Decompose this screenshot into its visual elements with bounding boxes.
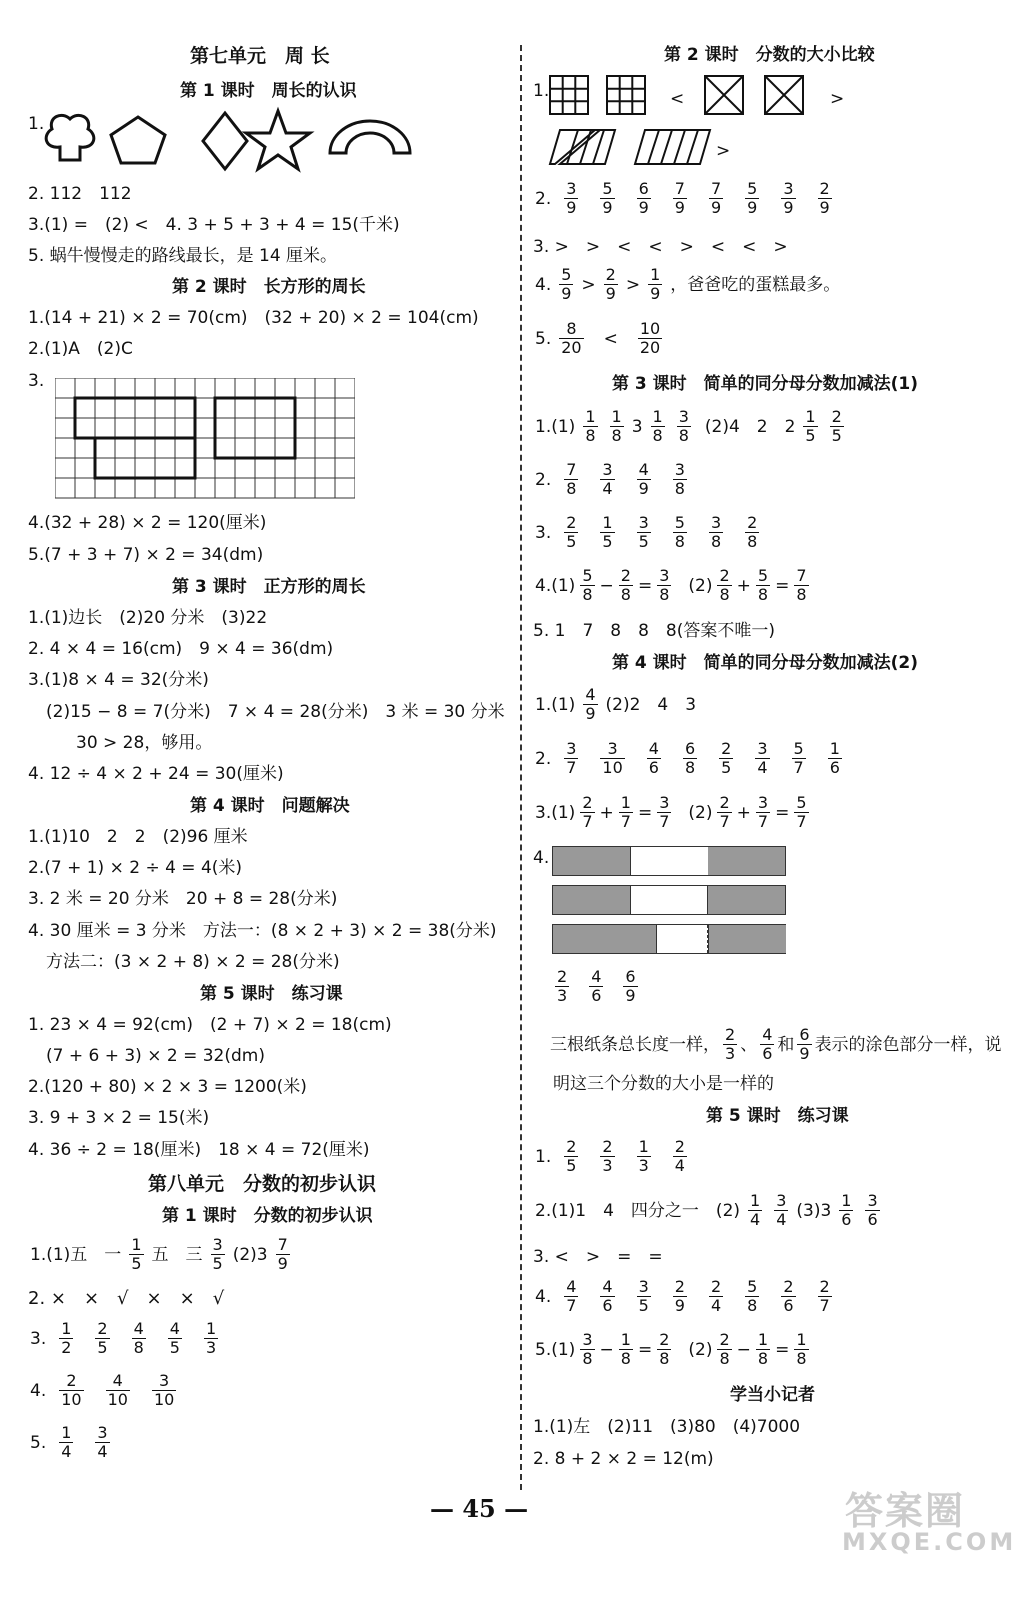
fraction: $\frac{4}{10}$ (107, 1371, 128, 1409)
fraction: $\frac{3}{8}$ (659, 566, 670, 604)
fraction: $\frac{1}{8}$ (620, 1330, 631, 1368)
fraction: $\frac{5}{8}$ (582, 566, 593, 604)
u7-l1-q3: 3.(1) = (2) < 4. 3 + 5 + 3 + 4 = 15(千米) (28, 215, 400, 235)
u7-l2-q5: 5.(7 + 3 + 7) × 2 = 34(dm) (28, 545, 264, 565)
fraction: $\frac{2}{4}$ (710, 1277, 722, 1315)
fraction: $\frac{1}{7}$ (620, 793, 631, 831)
u8-l5-q4: 4. $\frac{4}{7}$ $\frac{4}{6}$ $\frac{3}{5}$ $\frac{2}{9}$ $\frac{2}{4}$ $\frac{5}{8}$ $\frac{2}{6}$ $\frac{2}{7}$ (535, 1277, 830, 1315)
u8-l1-q4: 4. $\frac{2}{10}$ $\frac{4}{10}$ $\frac{3}{10}$ (30, 1371, 175, 1409)
fraction: $\frac{1}{8}$ (757, 1330, 769, 1368)
u7-l4-title: 第 4 课时 问题解决 (190, 796, 350, 816)
u7-l4-q4b: 方法二：(3 × 2 + 8) × 2 = 28(分米) (46, 952, 340, 972)
fraction: $\frac{3}{7}$ (659, 793, 670, 831)
fraction: $\frac{2}{8}$ (659, 1330, 670, 1368)
fraction: $\frac{2}{3}$ (557, 967, 568, 1005)
u8-l4-q2: 2. $\frac{3}{7}$ $\frac{3}{10}$ $\frac{4}{6}$ $\frac{6}{8}$ $\frac{2}{5}$ $\frac{3}{4}$ $\frac{5}{7}$ $\frac{1}{6}$ (535, 739, 840, 777)
fraction: $\frac{2}{5}$ (566, 513, 577, 551)
fraction: $\frac{6}{8}$ (684, 739, 696, 777)
u8-l4-q4-explain-2: 明这三个分数的大小是一样的 (553, 1074, 774, 1094)
fraction: $\frac{2}{7}$ (819, 1277, 830, 1315)
u8-l5-title: 第 5 课时 练习课 (706, 1106, 849, 1126)
fraction: $\frac{7}{8}$ (566, 460, 577, 498)
fraction: $\frac{1}{6}$ (829, 739, 840, 777)
u7-l3-q4: 4. 12 ÷ 4 × 2 + 24 = 30(厘米) (28, 764, 284, 784)
fraction: $\frac{3}{5}$ (638, 513, 649, 551)
tree-icon (46, 115, 94, 160)
fraction: $\frac{2}{7}$ (582, 793, 593, 831)
fraction: $\frac{2}{5}$ (721, 739, 732, 777)
fraction: $\frac{5}{9}$ (747, 179, 758, 217)
fraction: $\frac{3}{9}$ (783, 179, 794, 217)
page-number: — 45 — (430, 1494, 529, 1523)
u7-l1-q5: 5. 蜗牛慢慢走的路线最长，是 14 厘米。 (28, 246, 338, 266)
paper-strip-sixths (552, 885, 786, 915)
u7-l4-q4a: 4. 30 厘米 = 3 分米 方法一：(8 × 2 + 3) × 2 = 38(分米) (28, 921, 497, 941)
fraction: $\frac{1}{3}$ (205, 1319, 217, 1357)
fraction: $\frac{5}{8}$ (747, 1277, 758, 1315)
fraction: $\frac{5}{8}$ (757, 566, 769, 604)
u8-l2-q5: 5. $\frac{8}{20}$ < $\frac{10}{20}$ (535, 319, 661, 357)
fraction: $\frac{2}{9}$ (819, 179, 830, 217)
fraction: $\frac{4}{6}$ (602, 1277, 613, 1315)
fraction: $\frac{2}{4}$ (674, 1137, 685, 1175)
u7-l2-q3-num: 3. (28, 371, 45, 391)
reporter-q2: 2. 8 + 2 × 2 = 12(m) (533, 1449, 714, 1469)
u8-l1-q3: 3. $\frac{1}{2}$ $\frac{2}{5}$ $\frac{4}{8}$ $\frac{4}{5}$ $\frac{1}{3}$ (30, 1319, 217, 1357)
u8-l3-q1: 1.(1) $\frac{1}{8}$ $\frac{1}{8}$ 3 $\frac{1}{8}$ $\frac{3}{8}$ (2)4 2 2 $\frac{1}{5}$ $\frac{2}{5}$ (535, 407, 842, 445)
u8-l4-q4-explain: 三根纸条总长度一样， $\frac{2}{3}$ 、 $\frac{4}{6}$ 和 $\frac{6}{9}$ 表示的涂色部分一样，说 (550, 1025, 1002, 1063)
fraction: $\frac{3}{7}$ (757, 793, 769, 831)
fraction: $\frac{1}{8}$ (796, 1330, 807, 1368)
rectangle-grid (55, 378, 355, 500)
star-icon (246, 111, 310, 169)
fraction: $\frac{3}{8}$ (710, 513, 722, 551)
column-divider (520, 45, 522, 1490)
fraction: $\frac{3}{9}$ (566, 179, 577, 217)
u7-l5-q3: 3. 9 + 3 × 2 = 15(米) (28, 1108, 210, 1128)
fraction: $\frac{2}{3}$ (602, 1137, 613, 1175)
fraction: $\frac{7}{8}$ (796, 566, 807, 604)
u7-l3-q3c: 30 > 28，够用。 (76, 733, 213, 753)
u7-l5-q1a: 1. 23 × 4 = 92(cm) (2 + 7) × 2 = 18(cm) (28, 1015, 392, 1035)
u8-l2-q1-sign3: > (716, 141, 731, 161)
u8-l4-q1: 1.(1) $\frac{4}{9}$ (2)2 4 3 (535, 685, 697, 723)
fraction: $\frac{6}{9}$ (638, 179, 649, 217)
fraction: $\frac{5}{7}$ (796, 793, 807, 831)
u7-l5-title: 第 5 课时 练习课 (200, 984, 343, 1004)
fraction: $\frac{3}{4}$ (97, 1423, 108, 1461)
u7-l1-title: 第 1 课时 周长的认识 (180, 81, 357, 101)
fraction: $\frac{7}{9}$ (674, 179, 685, 217)
u7-l3-q1: 1.(1)边长 (2)20 分米 (3)22 (28, 608, 268, 628)
fraction: $\frac{4}{7}$ (566, 1277, 577, 1315)
u8-l4-q4-num: 4. (533, 848, 550, 868)
u7-l2-title: 第 2 课时 长方形的周长 (172, 277, 366, 297)
fraction: $\frac{2}{6}$ (783, 1277, 794, 1315)
u7-l3-q3a: 3.(1)8 × 4 = 32(分米) (28, 670, 209, 690)
u7-l2-q4: 4.(32 + 28) × 2 = 120(厘米) (28, 513, 267, 533)
fraction: $\frac{2}{10}$ (61, 1371, 82, 1409)
fraction: $\frac{5}{7}$ (793, 739, 804, 777)
fraction: $\frac{4}{6}$ (591, 967, 602, 1005)
pentagon-icon (111, 117, 165, 163)
u7-l1-q1-num: 1. (28, 114, 45, 134)
u8-l5-q1: 1. $\frac{2}{5}$ $\frac{2}{3}$ $\frac{1}{3}$ $\frac{2}{4}$ (535, 1137, 685, 1175)
u8-l3-title: 第 3 课时 简单的同分母分数加减法(1) (612, 374, 919, 394)
u8-l4-q3: 3.(1) $\frac{2}{7}$ + $\frac{1}{7}$ = $\frac{3}{7}$ (2) $\frac{2}{7}$ + $\frac{3}{7}$ = $\frac{5}{7}$ (535, 793, 807, 831)
u8-l1-title: 第 1 课时 分数的初步认识 (162, 1206, 373, 1226)
u7-l3-title: 第 3 课时 正方形的周长 (172, 577, 366, 597)
unit8-title: 第八单元 分数的初步认识 (148, 1173, 377, 1195)
fraction: $\frac{4}{8}$ (133, 1319, 144, 1357)
arch-icon (330, 121, 410, 153)
u7-l5-q1b: (7 + 6 + 3) × 2 = 32(dm) (46, 1046, 265, 1066)
fraction: $\frac{2}{8}$ (719, 566, 730, 604)
fraction: $\frac{1}{2}$ (61, 1319, 72, 1357)
u7-l2-q2: 2.(1)A (2)C (28, 339, 133, 359)
fraction: $\frac{4}{5}$ (169, 1319, 180, 1357)
u7-l2-q1: 1.(14 + 21) × 2 = 70(cm) (32 + 20) × 2 = 104(cm) (28, 308, 479, 328)
paper-strip-thirds (552, 846, 786, 876)
u8-l2-q1-num: 1. (533, 81, 550, 101)
fraction: $\frac{2}{8}$ (620, 566, 631, 604)
u8-l2-q3: 3. > > < < > < < > (533, 237, 788, 257)
u8-l3-q2: 2. $\frac{7}{8}$ $\frac{3}{4}$ $\frac{4}{9}$ $\frac{3}{8}$ (535, 460, 685, 498)
fraction: $\frac{1}{3}$ (638, 1137, 649, 1175)
fraction: $\frac{3}{10}$ (602, 739, 623, 777)
u7-l5-q4: 4. 36 ÷ 2 = 18(厘米) 18 × 4 = 72(厘米) (28, 1140, 370, 1160)
fraction: $\frac{7}{9}$ (710, 179, 722, 217)
fraction: $\frac{2}{8}$ (719, 1330, 730, 1368)
fraction: $\frac{4}{9}$ (638, 460, 649, 498)
fraction: $\frac{5}{9}$ (602, 179, 613, 217)
fraction: $\frac{1}{4}$ (61, 1423, 72, 1461)
u8-l2-q4: 4. $\frac{5}{9}$ > $\frac{2}{9}$ > $\frac{1}{9}$ ，爸爸吃的蛋糕最多。 (535, 265, 841, 303)
u7-l3-q3b: (2)15 − 8 = 7(分米) 7 × 4 = 28(分米) 3 米 = 30 分米 (46, 702, 505, 722)
paper-strip-ninths (552, 924, 786, 954)
fraction: $\frac{6}{9}$ (625, 967, 636, 1005)
u8-l3-q4: 4.(1) $\frac{5}{8}$ − $\frac{2}{8}$ = $\frac{3}{8}$ (2) $\frac{2}{8}$ + $\frac{5}{8}$ = $\frac{7}{8}$ (535, 566, 807, 604)
u7-l4-q2: 2.(7 + 1) × 2 ÷ 4 = 4(米) (28, 858, 243, 878)
u8-l5-q3: 3. < > = = (533, 1247, 663, 1267)
u8-l1-q2: 2. × × √ × × √ (28, 1288, 225, 1309)
u7-l4-q3: 3. 2 米 = 20 分米 20 + 8 = 28(分米) (28, 889, 338, 909)
u8-l2-title: 第 2 课时 分数的大小比较 (664, 45, 875, 65)
fraction: $\frac{3}{8}$ (674, 460, 685, 498)
u8-l3-q5: 5. 1 7 8 8 8(答案不唯一) (533, 621, 775, 641)
u7-l4-q1: 1.(1)10 2 2 (2)96 厘米 (28, 827, 248, 847)
diamond-icon (203, 113, 247, 169)
fraction: $\frac{5}{8}$ (674, 513, 685, 551)
fraction: $\frac{3}{4}$ (602, 460, 613, 498)
unit7-title: 第七单元 周 长 (190, 45, 330, 67)
fraction: $\frac{2}{8}$ (747, 513, 758, 551)
fraction-compare-figures (545, 72, 845, 172)
u8-l4-q4-fracs (545, 968, 648, 1005)
fraction: $\frac{3}{4}$ (757, 739, 768, 777)
u8-l4-title: 第 4 课时 简单的同分母分数加减法(2) (612, 653, 919, 673)
u8-l1-q1: 1.(1)五 一 $\frac{1}{5}$ 五 三 $\frac{3}{5}$ (2)3 $\frac{7}{9}$ (30, 1235, 288, 1273)
grid-square-b (607, 76, 645, 114)
u7-l3-q2: 2. 4 × 4 = 16(cm) 9 × 4 = 36(dm) (28, 639, 334, 659)
parallelogram-b (635, 130, 710, 164)
fraction: $\frac{2}{5}$ (97, 1319, 108, 1357)
u8-l5-q2: 2.(1)1 4 四分之一 (2) $\frac{1}{4}$ $\frac{3}{4}$ (3)3 $\frac{1}{6}$ $\frac{3}{6}$ (535, 1191, 878, 1229)
u8-l2-q2: 2. $\frac{3}{9}$ $\frac{5}{9}$ $\frac{6}{9}$ $\frac{7}{9}$ $\frac{7}{9}$ $\frac{5}{9}$ $\frac{3}{9}$ $\frac{2}{9}$ (535, 179, 830, 217)
u8-l2-q1-sign1: < (670, 89, 685, 109)
u7-l1-q2: 2. 112 112 (28, 184, 132, 204)
u8-l5-q5: 5.(1) $\frac{3}{8}$ − $\frac{1}{8}$ = $\frac{2}{8}$ (2) $\frac{2}{8}$ − $\frac{1}{8}$ = $\frac{1}{8}$ (535, 1330, 807, 1368)
fraction: $\frac{3}{7}$ (566, 739, 577, 777)
u8-l2-q1-sign2: > (830, 89, 845, 109)
u8-l3-q3: 3. $\frac{2}{5}$ $\frac{1}{5}$ $\frac{3}{5}$ $\frac{5}{8}$ $\frac{3}{8}$ $\frac{2}{8}$ (535, 513, 758, 551)
fraction: $\frac{3}{10}$ (153, 1371, 175, 1409)
grid-square-a (550, 76, 588, 114)
fraction: $\frac{3}{5}$ (638, 1277, 649, 1315)
fraction: $\frac{2}{5}$ (566, 1137, 577, 1175)
reporter-q1: 1.(1)左 (2)11 (3)80 (4)7000 (533, 1417, 801, 1437)
fraction: $\frac{1}{5}$ (602, 513, 613, 551)
watermark-logo: 答案圈 (845, 1489, 966, 1533)
fraction: $\frac{2}{9}$ (674, 1277, 685, 1315)
u7-l5-q2: 2.(120 + 80) × 2 × 3 = 1200(米) (28, 1077, 307, 1097)
fraction: $\frac{4}{6}$ (648, 739, 659, 777)
u8-l1-q5: 5. $\frac{1}{4}$ $\frac{3}{4}$ (30, 1423, 108, 1461)
fraction: $\frac{2}{7}$ (719, 793, 730, 831)
reporter-title: 学当小记者 (730, 1385, 815, 1405)
perimeter-shapes (40, 105, 420, 175)
watermark-url: MXQE.COM (842, 1528, 1017, 1556)
fraction: $\frac{3}{8}$ (582, 1330, 593, 1368)
